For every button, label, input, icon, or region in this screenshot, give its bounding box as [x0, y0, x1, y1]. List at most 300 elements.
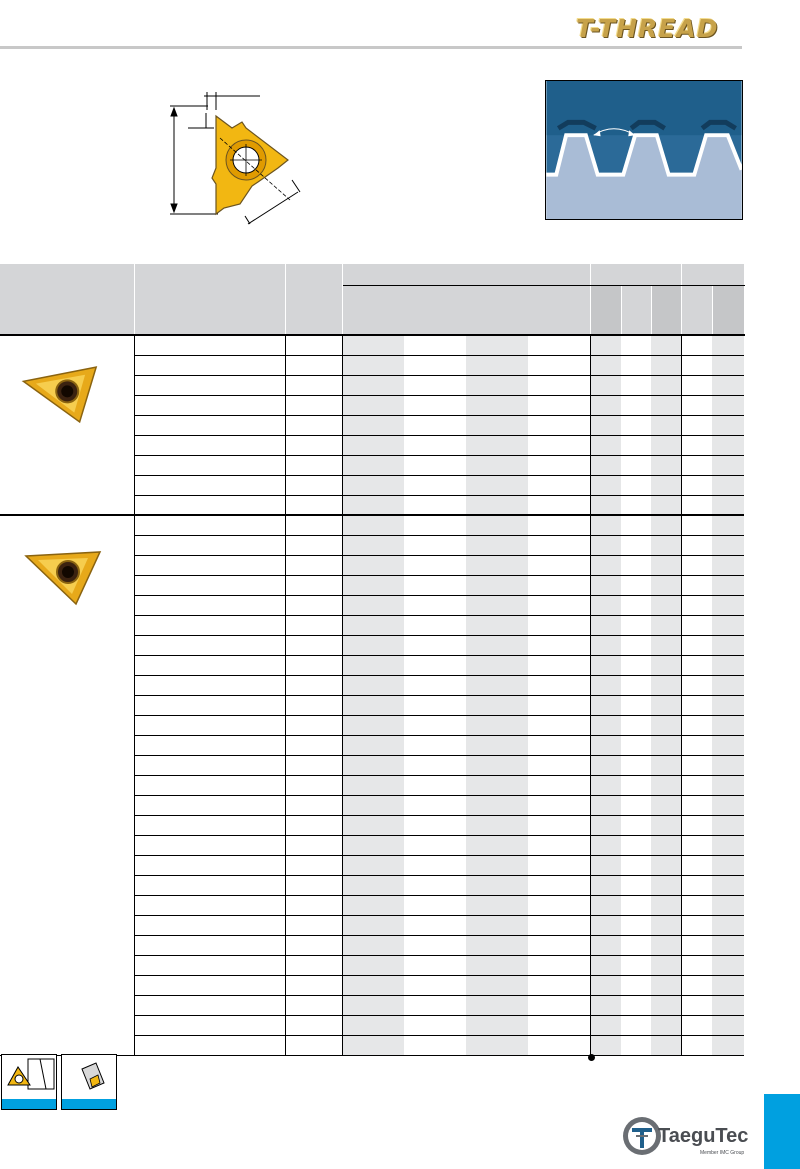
table-cell [712, 915, 744, 935]
table-cell [285, 555, 342, 575]
table-cell [342, 735, 404, 755]
table-cell [651, 815, 681, 835]
table-cell [285, 895, 342, 915]
table-cell [712, 335, 744, 355]
table-cell [466, 395, 528, 415]
table-cell [285, 875, 342, 895]
table-cell [681, 835, 712, 855]
table-cell [285, 995, 342, 1015]
table-cell [681, 695, 712, 715]
table-cell [285, 675, 342, 695]
table-cell [712, 655, 744, 675]
table-cell [621, 455, 651, 475]
table-cell [285, 595, 342, 615]
table-cell [134, 495, 285, 515]
table-cell [712, 935, 744, 955]
table-cell [342, 875, 404, 895]
table-cell [651, 415, 681, 435]
table-cell [466, 1035, 528, 1055]
table-cell [621, 335, 651, 355]
table-cell [466, 975, 528, 995]
table-cell [404, 335, 466, 355]
insert-box-icon [61, 1054, 117, 1110]
table-cell [285, 775, 342, 795]
table-cell [404, 695, 466, 715]
table-cell [712, 1035, 744, 1055]
table-cell [342, 655, 404, 675]
table-cell [651, 695, 681, 715]
header-divider [0, 46, 742, 49]
table-cell [134, 415, 285, 435]
table-cell [528, 695, 590, 715]
table-cell [134, 875, 285, 895]
table-cell [466, 735, 528, 755]
table-cell [651, 975, 681, 995]
table-cell [590, 835, 621, 855]
table-cell [712, 895, 744, 915]
brand-logo-subtext: Member IMC Group [700, 1150, 745, 1156]
table-cell [528, 595, 590, 615]
table-cell [621, 375, 651, 395]
table-cell [466, 915, 528, 935]
table-cell [404, 435, 466, 455]
table-cell [466, 875, 528, 895]
table-cell [134, 615, 285, 635]
table-cell [404, 815, 466, 835]
table-cell [528, 935, 590, 955]
table-cell [466, 695, 528, 715]
table-cell [712, 635, 744, 655]
table-cell [404, 755, 466, 775]
table-cell [712, 595, 744, 615]
table-cell [621, 675, 651, 695]
table-cell [285, 975, 342, 995]
table-cell [134, 715, 285, 735]
header-dimensions-sub [342, 285, 590, 335]
table-cell [651, 1035, 681, 1055]
table-cell [285, 795, 342, 815]
table-cell [134, 335, 285, 355]
table-cell [528, 615, 590, 635]
table-cell [712, 615, 744, 635]
table-cell [651, 955, 681, 975]
table-cell [621, 995, 651, 1015]
table-cell [466, 955, 528, 975]
table-cell [651, 515, 681, 535]
table-cell [528, 495, 590, 515]
table-cell [466, 375, 528, 395]
table-cell [285, 695, 342, 715]
header-designation-col [134, 264, 285, 335]
table-cell [342, 855, 404, 875]
table-cell [590, 615, 621, 635]
table-cell [681, 635, 712, 655]
header-grade-group-a [590, 264, 681, 285]
table-cell [285, 835, 342, 855]
table-cell [342, 895, 404, 915]
table-cell [342, 395, 404, 415]
table-cell [134, 555, 285, 575]
table-cell [285, 735, 342, 755]
table-cell [285, 955, 342, 975]
table-cell [285, 635, 342, 655]
table-cell [342, 495, 404, 515]
table-cell [285, 495, 342, 515]
table-cell [590, 795, 621, 815]
table-cell [404, 395, 466, 415]
table-cell [342, 415, 404, 435]
table-cell [528, 1015, 590, 1035]
table-cell [712, 675, 744, 695]
table-cell [342, 695, 404, 715]
table-cell [651, 535, 681, 555]
table-cell [681, 935, 712, 955]
table-cell [651, 795, 681, 815]
table-cell [285, 415, 342, 435]
table-cell [342, 935, 404, 955]
table-cell [651, 1015, 681, 1035]
header-pitch-col [285, 264, 342, 335]
table-cell [621, 415, 651, 435]
table-cell [621, 795, 651, 815]
table-cell [466, 475, 528, 495]
table-cell [404, 935, 466, 955]
table-body [0, 335, 744, 1055]
table-cell [651, 735, 681, 755]
table-cell [621, 395, 651, 415]
header-grade-a1 [590, 285, 621, 335]
table-cell [651, 995, 681, 1015]
table-cell [134, 515, 285, 535]
table-cell [651, 355, 681, 375]
table-cell [621, 595, 651, 615]
table-cell [528, 655, 590, 675]
table-cell [621, 835, 651, 855]
header-image-col [0, 264, 134, 335]
table-cell [621, 695, 651, 715]
table-cell [404, 895, 466, 915]
table-cell [681, 575, 712, 595]
table-cell [621, 715, 651, 735]
table-cell [651, 895, 681, 915]
table-cell [621, 935, 651, 955]
table-cell [404, 835, 466, 855]
table-cell [134, 935, 285, 955]
table-cell [466, 775, 528, 795]
table-cell [342, 1015, 404, 1035]
table-cell [651, 595, 681, 615]
table-cell [590, 935, 621, 955]
insert-group-2-image-cell [0, 515, 134, 1055]
table-cell [651, 475, 681, 495]
table-cell [134, 435, 285, 455]
table-cell [528, 855, 590, 875]
table-cell [466, 435, 528, 455]
table-cell [621, 875, 651, 895]
table-cell [285, 1035, 342, 1055]
table-cell [342, 595, 404, 615]
table-cell [651, 635, 681, 655]
table-cell [466, 575, 528, 595]
table-cell [134, 735, 285, 755]
table-cell [590, 715, 621, 735]
table-cell [651, 875, 681, 895]
table-cell [651, 655, 681, 675]
header-grade-b2 [712, 285, 744, 335]
table-cell [404, 795, 466, 815]
table-cell [404, 455, 466, 475]
table-cell [134, 475, 285, 495]
table-cell [712, 875, 744, 895]
table-cell [528, 955, 590, 975]
table-cell [134, 815, 285, 835]
table-cell [712, 815, 744, 835]
table-cell [285, 915, 342, 935]
table-cell [712, 435, 744, 455]
table-cell [621, 475, 651, 495]
table-cell [404, 855, 466, 875]
table-cell [590, 335, 621, 355]
table-cell [712, 555, 744, 575]
table-cell [681, 375, 712, 395]
table-cell [134, 455, 285, 475]
table-cell [590, 975, 621, 995]
table-cell [621, 855, 651, 875]
table-cell [342, 975, 404, 995]
table-cell [285, 435, 342, 455]
table-cell [528, 375, 590, 395]
table-cell [590, 515, 621, 535]
table-cell [134, 675, 285, 695]
table-cell [528, 335, 590, 355]
table-cell [342, 835, 404, 855]
table-cell [404, 355, 466, 375]
table-cell [528, 715, 590, 735]
table-cell [590, 915, 621, 935]
table-cell [621, 615, 651, 635]
table-cell [342, 1035, 404, 1055]
table-cell [528, 835, 590, 855]
insert-group-1-image-cell [0, 335, 134, 515]
table-cell [712, 975, 744, 995]
table-cell [651, 435, 681, 455]
table-cell [621, 515, 651, 535]
table-cell [681, 855, 712, 875]
table-cell [342, 435, 404, 455]
table-cell [712, 735, 744, 755]
table-cell [342, 575, 404, 595]
table-cell [621, 775, 651, 795]
table-cell [590, 695, 621, 715]
table-cell [466, 455, 528, 475]
table-cell [681, 895, 712, 915]
table-cell [681, 495, 712, 515]
table-cell [590, 595, 621, 615]
table-cell [651, 575, 681, 595]
table-cell [528, 355, 590, 375]
table-cell [466, 495, 528, 515]
table-cell [134, 855, 285, 875]
table-cell [285, 715, 342, 735]
table-cell [285, 1015, 342, 1035]
table-cell [681, 955, 712, 975]
table-cell [621, 915, 651, 935]
table-cell [590, 655, 621, 675]
table-cell [134, 975, 285, 995]
table-cell [285, 575, 342, 595]
table-cell [342, 355, 404, 375]
table-cell [134, 375, 285, 395]
table-cell [651, 455, 681, 475]
table-cell [712, 495, 744, 515]
table-cell [528, 915, 590, 935]
table-cell [342, 675, 404, 695]
table-cell [681, 535, 712, 555]
table-cell [466, 655, 528, 675]
table-cell [466, 995, 528, 1015]
table-cell [134, 695, 285, 715]
table-cell [404, 955, 466, 975]
table-cell [528, 995, 590, 1015]
table-cell [285, 815, 342, 835]
table-cell [712, 995, 744, 1015]
table-cell [621, 1035, 651, 1055]
table-cell [651, 495, 681, 515]
table-cell [681, 775, 712, 795]
table-cell [342, 515, 404, 535]
table-row [0, 335, 744, 355]
table-cell [404, 535, 466, 555]
table-cell [404, 735, 466, 755]
insert-spec-table [0, 264, 745, 1056]
table-cell [590, 875, 621, 895]
table-cell [712, 375, 744, 395]
table-cell [404, 715, 466, 735]
table-cell [621, 435, 651, 455]
table-cell [342, 635, 404, 655]
table-cell [681, 735, 712, 755]
table-cell [285, 355, 342, 375]
table-cell [466, 675, 528, 695]
table-cell [590, 415, 621, 435]
table-cell [681, 1035, 712, 1055]
table-cell [528, 575, 590, 595]
table-cell [134, 1035, 285, 1055]
table-cell [590, 375, 621, 395]
table-cell [134, 895, 285, 915]
table-cell [285, 455, 342, 475]
icon-accent-stripe [62, 1099, 116, 1109]
table-cell [285, 335, 342, 355]
table-cell [134, 835, 285, 855]
table-cell [134, 575, 285, 595]
table-cell [651, 855, 681, 875]
table-cell [621, 895, 651, 915]
table-cell [621, 975, 651, 995]
table-cell [621, 655, 651, 675]
table-cell [466, 515, 528, 535]
table-cell [621, 1015, 651, 1035]
table-cell [712, 515, 744, 535]
table-cell [342, 995, 404, 1015]
table-cell [404, 635, 466, 655]
table-cell [466, 595, 528, 615]
table-cell [466, 415, 528, 435]
table-cell [590, 395, 621, 415]
table-cell [712, 535, 744, 555]
table-cell [681, 335, 712, 355]
table-cell [590, 635, 621, 655]
table-cell [342, 555, 404, 575]
table-cell [590, 995, 621, 1015]
table-cell [528, 475, 590, 495]
table-cell [466, 615, 528, 635]
table-cell [712, 775, 744, 795]
table-cell [342, 455, 404, 475]
table-cell [528, 975, 590, 995]
insert-dimension-diagram [160, 88, 310, 228]
table-cell [651, 335, 681, 355]
table-cell [681, 1015, 712, 1035]
table-cell [712, 455, 744, 475]
table-cell [466, 715, 528, 735]
table-cell [590, 355, 621, 375]
table-cell [342, 755, 404, 775]
table-cell [404, 975, 466, 995]
table-cell [712, 835, 744, 855]
table-cell [651, 615, 681, 635]
table-cell [681, 815, 712, 835]
table-cell [342, 915, 404, 935]
table-cell [590, 435, 621, 455]
table-cell [590, 495, 621, 515]
table-cell [466, 1015, 528, 1035]
table-cell [134, 995, 285, 1015]
table-cell [466, 355, 528, 375]
table-cell [404, 995, 466, 1015]
table-cell [590, 575, 621, 595]
insert-photo-icon [18, 542, 108, 612]
table-cell [466, 855, 528, 875]
table-cell [681, 395, 712, 415]
table-cell [681, 435, 712, 455]
table-cell [285, 655, 342, 675]
table-cell [528, 735, 590, 755]
table-cell [590, 895, 621, 915]
brand-title: T-THREAD [576, 14, 719, 43]
table-cell [621, 955, 651, 975]
table-cell [621, 635, 651, 655]
table-cell [342, 335, 404, 355]
table-cell [712, 855, 744, 875]
table-cell [681, 755, 712, 775]
table-cell [528, 415, 590, 435]
table-cell [404, 615, 466, 635]
table-cell [590, 775, 621, 795]
table-cell [404, 655, 466, 675]
table-cell [621, 575, 651, 595]
table-cell [342, 795, 404, 815]
table-cell [590, 455, 621, 475]
table-cell [712, 755, 744, 775]
table-cell [342, 535, 404, 555]
header-grade-b1 [681, 285, 712, 335]
table-cell [342, 815, 404, 835]
header-dimensions-group [342, 264, 590, 285]
table-cell [285, 855, 342, 875]
table-cell [681, 355, 712, 375]
table-cell [651, 715, 681, 735]
